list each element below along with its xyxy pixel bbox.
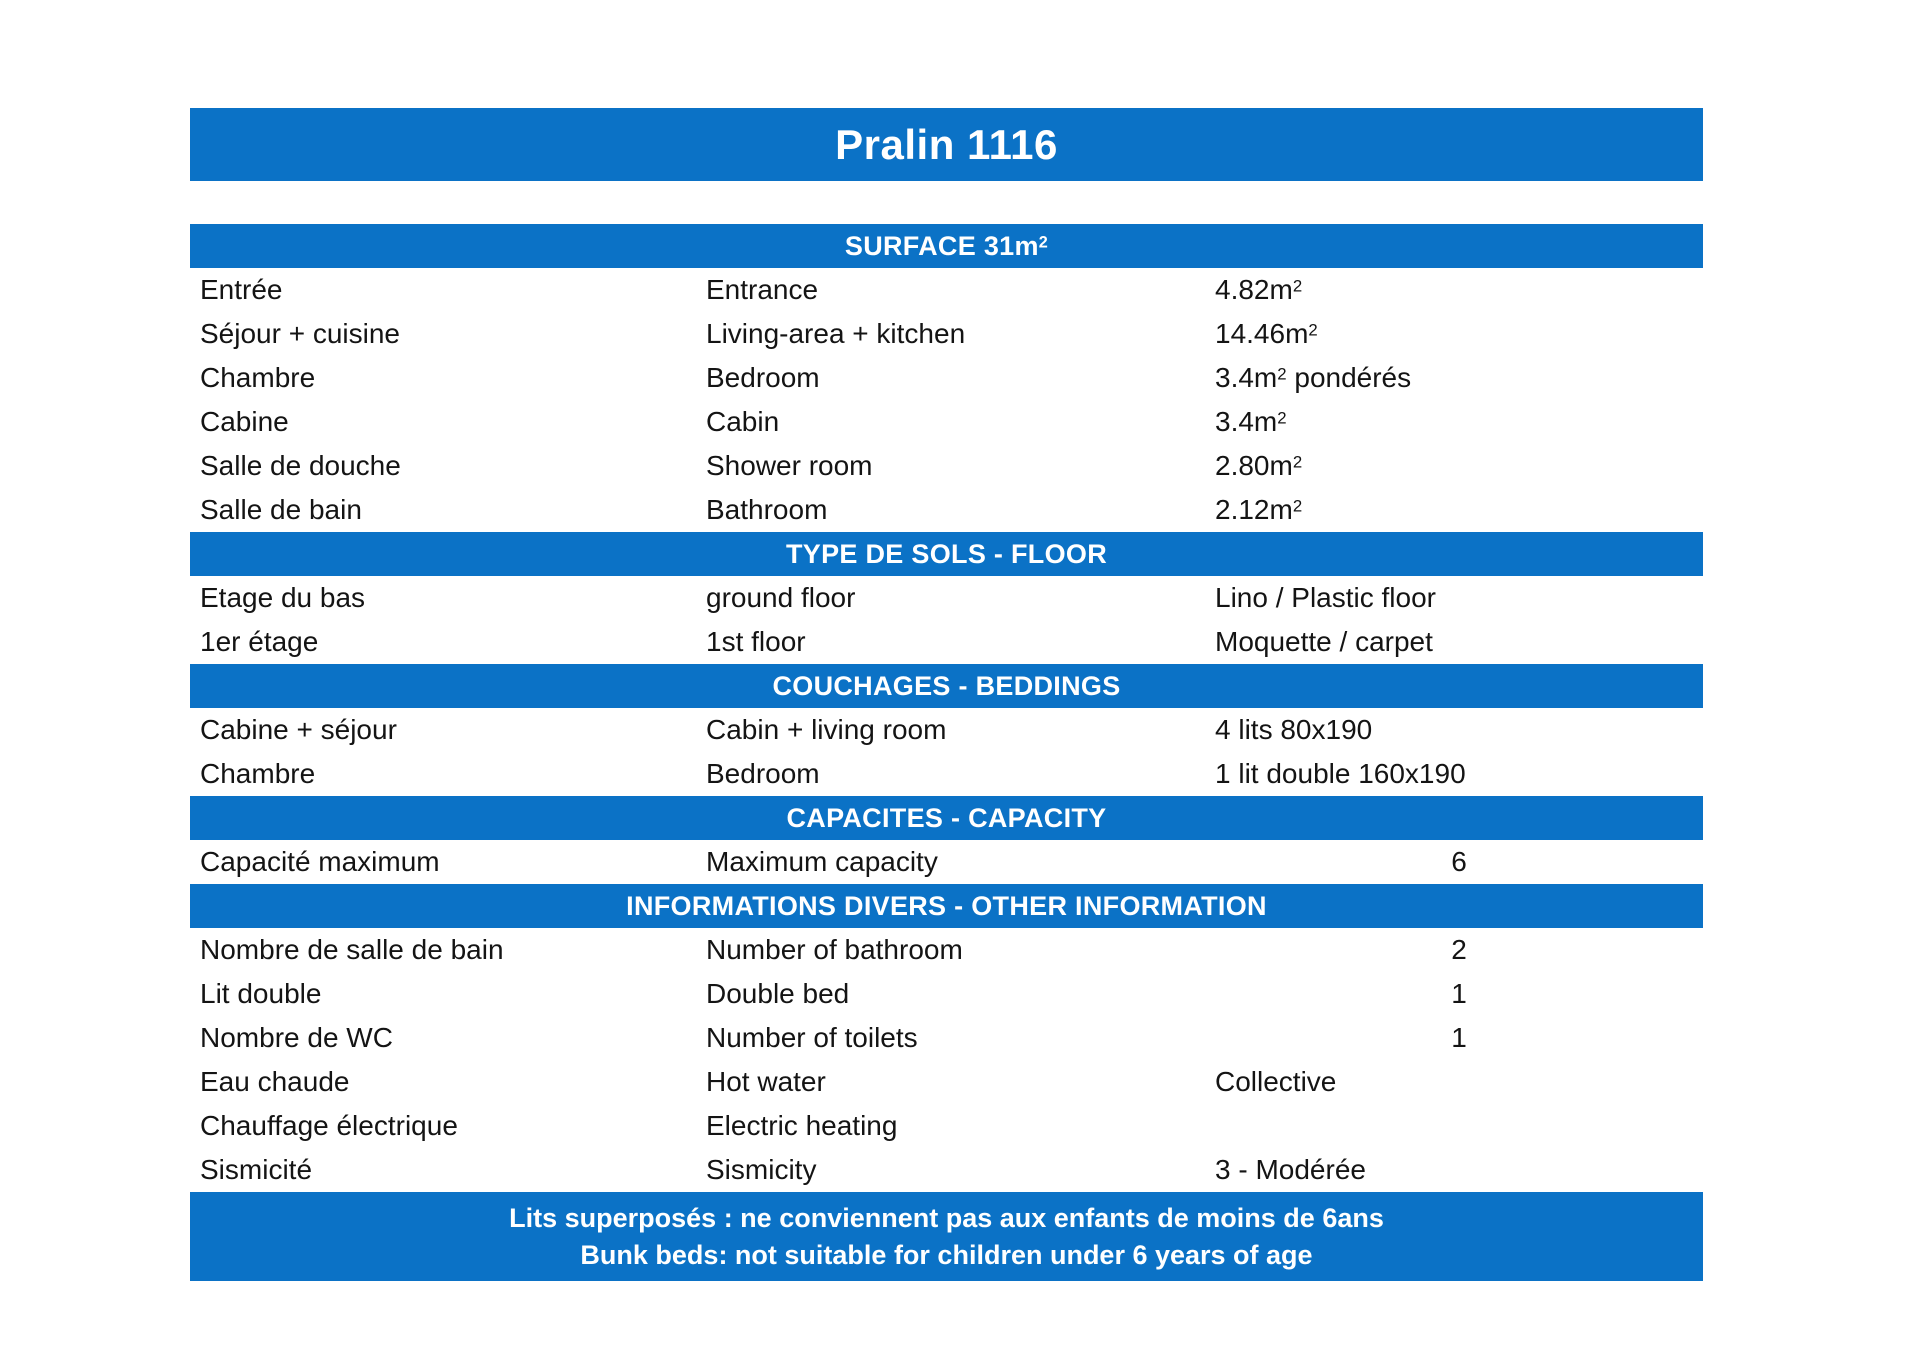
superscript: 2	[1308, 320, 1318, 340]
value-cell: $4.82m^2$	[1215, 274, 1303, 305]
label-en: ground floor	[706, 582, 856, 613]
value-cell: Moquette / carpet	[1215, 626, 1433, 657]
superscript: 2	[1292, 496, 1303, 516]
label-en: Double bed	[706, 978, 850, 1009]
label-en: Living-area + kitchen	[706, 318, 966, 349]
label-fr: Nombre de WC	[200, 1022, 393, 1053]
label-fr: Chauffage électrique	[200, 1110, 458, 1141]
table-row	[190, 576, 1703, 620]
value-cell: 2	[1451, 934, 1467, 965]
label-fr: Salle de bain	[200, 494, 362, 525]
table-row	[190, 840, 1703, 884]
table-row	[190, 356, 1703, 400]
footer-line-fr: Lits superposés : ne conviennent pas aux enfants de moins de 6ans	[509, 1202, 1384, 1233]
label-en: Cabin	[706, 406, 780, 437]
value-cell: 6	[1451, 846, 1467, 877]
label-en: Maximum capacity	[706, 846, 938, 877]
table-row	[190, 928, 1703, 972]
table-row	[190, 268, 1703, 312]
superscript: 2	[1277, 364, 1287, 384]
label-en: Entrance	[706, 274, 819, 305]
table-row	[190, 972, 1703, 1016]
value-cell: 4 lits 80x190	[1215, 714, 1373, 745]
value-cell: Lino / Plastic floor	[1215, 582, 1436, 613]
label-fr: Eau chaude	[200, 1066, 350, 1097]
section-header-label: SURFACE $31m^2$	[844, 230, 1049, 261]
value-cell: $2.12m^2$	[1215, 494, 1303, 525]
table-row	[190, 1016, 1703, 1060]
label-fr: Cabine	[200, 406, 289, 437]
label-fr: Séjour + cuisine	[200, 318, 401, 349]
label-en: Bathroom	[706, 494, 828, 525]
table-row	[190, 1060, 1703, 1104]
section-header-label: INFORMATIONS DIVERS - OTHER INFORMATION	[626, 890, 1267, 921]
section-header-floor	[190, 532, 1703, 576]
label-fr: Chambre	[200, 362, 316, 393]
value-cell: $14.46m^2$	[1215, 318, 1318, 349]
label-fr: Chambre	[200, 758, 316, 789]
label-en: Bedroom	[706, 758, 820, 789]
label-en: Number of bathroom	[706, 934, 963, 965]
section-header-other-info	[190, 884, 1703, 928]
label-en: Sismicity	[706, 1154, 817, 1185]
label-en: Number of toilets	[706, 1022, 918, 1053]
label-fr: 1er étage	[200, 626, 319, 657]
title-bar	[190, 108, 1703, 181]
value-cell: 1	[1451, 1022, 1467, 1053]
table-row	[190, 620, 1703, 664]
label-en: 1st floor	[706, 626, 806, 657]
superscript: 2	[1292, 276, 1303, 296]
value-cell: $2.80m^2$	[1215, 450, 1303, 481]
label-fr: Nombre de salle de bain	[200, 934, 504, 965]
footer-line-en: Bunk beds: not suitable for children under 6 years of age	[580, 1239, 1313, 1270]
table-row	[190, 444, 1703, 488]
value-cell: 1	[1451, 978, 1467, 1009]
page-title: Pralin 1116	[835, 120, 1058, 168]
value-cell: 1 lit double 160x190	[1215, 758, 1466, 789]
label-en: Hot water	[706, 1066, 826, 1097]
value-cell: Collective	[1215, 1066, 1337, 1097]
value-cell: 3 - Modérée	[1215, 1154, 1366, 1185]
label-fr: Capacité maximum	[200, 846, 440, 877]
section-header-beddings	[190, 664, 1703, 708]
section-header-capacity	[190, 796, 1703, 840]
section-header-surface	[190, 224, 1703, 268]
label-fr: Cabine + séjour	[200, 714, 397, 745]
superscript: 2	[1277, 408, 1287, 428]
section-header-label: CAPACITES - CAPACITY	[786, 802, 1107, 833]
label-en: Cabin + living room	[706, 714, 947, 745]
table-row	[190, 312, 1703, 356]
label-fr: Entrée	[200, 274, 283, 305]
superscript: 2	[1038, 233, 1049, 252]
label-en: Electric heating	[706, 1110, 898, 1141]
table-row	[190, 400, 1703, 444]
table-row	[190, 752, 1703, 796]
table-row	[190, 1104, 1703, 1148]
table-row	[190, 488, 1703, 532]
superscript: 2	[1292, 452, 1303, 472]
table-row	[190, 1148, 1703, 1192]
label-fr: Salle de douche	[200, 450, 401, 481]
value-cell: $3.4m^2$ pondérés	[1215, 362, 1412, 393]
table-row	[190, 708, 1703, 752]
section-header-label: COUCHAGES - BEDDINGS	[772, 670, 1121, 701]
label-fr: Etage du bas	[200, 582, 366, 613]
footer-note	[190, 1192, 1703, 1281]
section-header-label: TYPE DE SOLS - FLOOR	[785, 538, 1108, 569]
label-en: Shower room	[706, 450, 873, 481]
label-en: Bedroom	[706, 362, 820, 393]
label-fr: Sismicité	[200, 1154, 313, 1185]
value-cell: $3.4m^2$	[1215, 406, 1287, 437]
info-sheet	[190, 108, 1703, 1281]
label-fr: Lit double	[200, 978, 322, 1009]
